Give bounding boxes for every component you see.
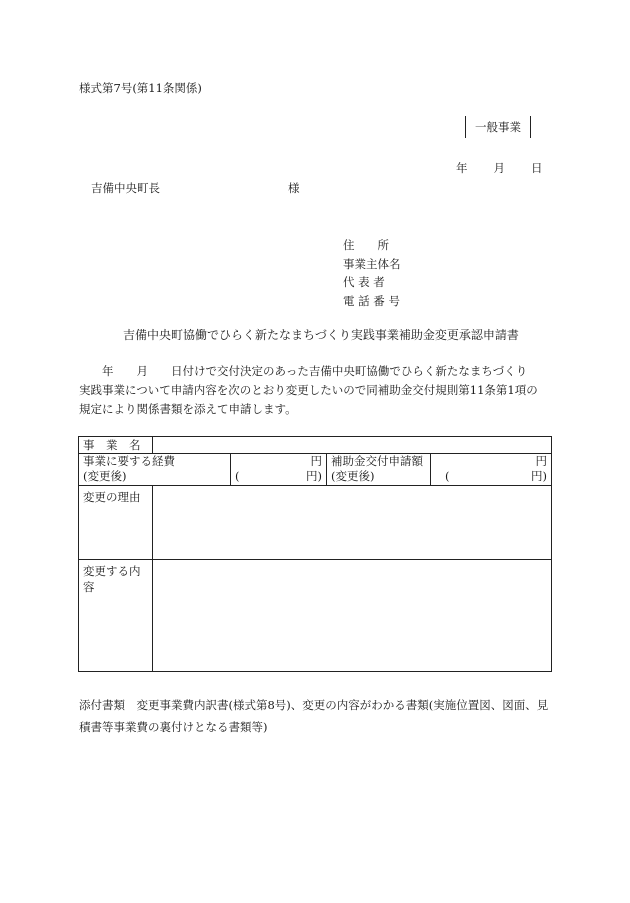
applicant-entity-label: 事業主体名 xyxy=(343,257,401,271)
subsidy-amount-yen-paren: 円) xyxy=(531,469,547,483)
project-cost-label xyxy=(79,454,231,486)
date-day: 日 xyxy=(531,161,543,175)
change-content-field[interactable] xyxy=(153,560,552,672)
date-line xyxy=(456,160,543,176)
subsidy-amount-label-text: 補助金交付申請額 xyxy=(331,454,423,468)
applicant-phone-label: 電 話 番 号 xyxy=(343,294,400,308)
applicant-address-label: 住 所 xyxy=(343,238,389,252)
application-table xyxy=(78,436,552,672)
subsidy-amount-yen: 円 xyxy=(535,454,547,468)
body-line: 年 月 日付けで交付決定のあった吉備中央町協働でひらく新たなまちづくり xyxy=(79,364,528,378)
recipient-honorific: 様 xyxy=(288,181,300,195)
body-line: 実践事業について申請内容を次のとおり変更したいので同補助金交付規則第11条第1項の xyxy=(79,383,538,397)
project-cost-label-text: 事業に要する経費 xyxy=(83,454,175,468)
project-cost-yen-paren: 円) xyxy=(306,469,322,483)
subsidy-amount-field[interactable] xyxy=(431,454,552,486)
subsidy-amount-changed-label: (変更後) xyxy=(331,469,375,483)
subsidy-amount-label xyxy=(327,454,431,486)
project-cost-yen: 円 xyxy=(310,454,322,468)
subsidy-amount-paren-open: ( xyxy=(445,469,450,483)
body-line: 規定により関係書類を添えて申請します。 xyxy=(79,402,297,416)
category-label: 一般事業 xyxy=(465,116,531,138)
date-year: 年 xyxy=(456,161,468,175)
form-number: 様式第7号(第11条関係) xyxy=(79,81,202,95)
change-reason-label: 変更の理由 xyxy=(79,486,153,560)
change-reason-field[interactable] xyxy=(153,486,552,560)
attachment-note: 添付書類 変更事業費内訳書(様式第8号)、変更の内容がわかる書類(実施位置図、図面、見積書等事業費の裏付けとなる書類等) xyxy=(79,698,549,734)
document-title: 吉備中央町協働でひらく新たなまちづくり実践事業補助金変更承認申請書 xyxy=(123,328,519,342)
recipient-name: 吉備中央町長 xyxy=(91,181,160,195)
project-name-label: 事 業 名 xyxy=(79,437,153,454)
project-cost-field[interactable] xyxy=(231,454,327,486)
date-month: 月 xyxy=(493,161,505,175)
body-text xyxy=(79,362,551,419)
change-content-label: 変更する内容 xyxy=(79,560,153,672)
project-name-field[interactable] xyxy=(153,437,552,454)
applicant-representative-label: 代 表 者 xyxy=(343,275,385,289)
project-cost-changed-label: (変更後) xyxy=(83,469,127,483)
project-cost-paren-open: ( xyxy=(235,469,240,483)
